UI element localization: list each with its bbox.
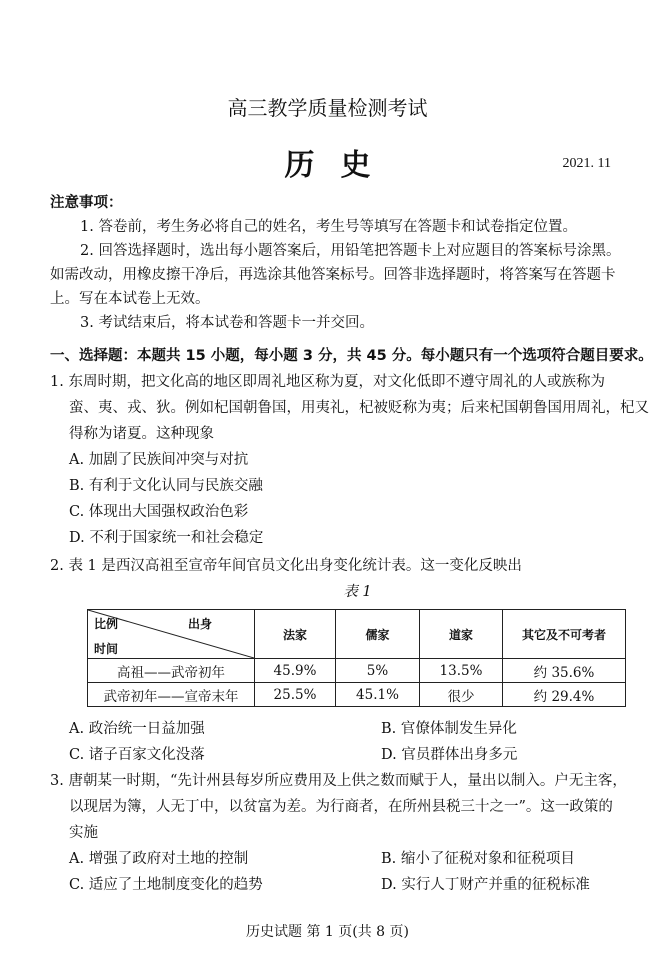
table-header-row bbox=[88, 610, 626, 659]
question-3-line: 实施 bbox=[69, 825, 98, 841]
corner-origin-label: 出身 bbox=[188, 617, 213, 631]
notice-heading: 注意事项： bbox=[50, 195, 123, 211]
table-row bbox=[88, 659, 626, 683]
table-cell: 武帝初年——宣帝末年 bbox=[88, 683, 255, 707]
notice-item-cont: 上。写在本试卷上无效。 bbox=[50, 291, 210, 307]
table-caption: 表 1 bbox=[343, 584, 372, 600]
column-header: 道家 bbox=[420, 610, 503, 659]
column-header: 法家 bbox=[255, 610, 336, 659]
table-cell: 约 29.4% bbox=[503, 683, 626, 707]
column-header: 其它及不可考者 bbox=[503, 610, 626, 659]
data-table bbox=[87, 609, 626, 707]
question-2-option-b: B. 官僚体制发生异化 bbox=[381, 721, 517, 737]
notice-item: 3. 考试结束后，将本试卷和答题卡一并交回。 bbox=[80, 315, 374, 331]
table-cell: 很少 bbox=[420, 683, 503, 707]
question-2-option-d: D. 官员群体出身多元 bbox=[381, 747, 518, 763]
notice-item: 2. 回答选择题时，选出每小题答案后，用铅笔把答题卡上对应题目的答案标号涂黑。 bbox=[80, 243, 621, 259]
table-cell: 45.9% bbox=[255, 659, 336, 683]
question-2-option-a: A. 政治统一日益加强 bbox=[69, 721, 205, 737]
corner-time-label: 时间 bbox=[94, 642, 119, 656]
exam-title: 高三教学质量检测考试 bbox=[227, 96, 428, 120]
question-2-option-c: C. 诸子百家文化没落 bbox=[69, 747, 205, 763]
question-3-option-b: B. 缩小了征税对象和征税项目 bbox=[381, 851, 575, 867]
table-row bbox=[88, 683, 626, 707]
subject-title: 历史 bbox=[284, 148, 397, 183]
table-cell: 45.1% bbox=[336, 683, 420, 707]
corner-ratio-label: 比例 bbox=[94, 617, 119, 631]
table-cell: 13.5% bbox=[420, 659, 503, 683]
question-3-option-d: D. 实行人丁财产并重的征税标准 bbox=[381, 877, 590, 893]
question-1-line: 得称为诸夏。这种现象 bbox=[69, 426, 214, 442]
table-cell: 约 35.6% bbox=[503, 659, 626, 683]
table-corner-cell bbox=[88, 610, 255, 659]
question-3-option-a: A. 增强了政府对土地的控制 bbox=[69, 851, 249, 867]
question-2-stem: 2. 表 1 是西汉高祖至宣帝年间官员文化出身变化统计表。这一变化反映出 bbox=[50, 558, 522, 574]
column-header: 儒家 bbox=[336, 610, 420, 659]
exam-date: 2021. 11 bbox=[562, 156, 611, 171]
question-1-option-d: D. 不利于国家统一和社会稳定 bbox=[69, 530, 264, 546]
question-1-option-b: B. 有利于文化认同与民族交融 bbox=[69, 478, 263, 494]
question-1-line: 蛮、夷、戎、狄。例如杞国朝鲁国，用夷礼，杞被贬称为夷；后来杞国朝鲁国用周礼，杞又 bbox=[69, 400, 649, 416]
notice-item-cont: 如需改动，用橡皮擦干净后，再选涂其他答案标号。回答非选择题时，将答案写在答题卡 bbox=[50, 267, 616, 283]
table-cell: 高祖——武帝初年 bbox=[88, 659, 255, 683]
question-3-option-c: C. 适应了土地制度变化的趋势 bbox=[69, 877, 263, 893]
question-1-line: 1. 东周时期，把文化高的地区即周礼地区称为夏，对文化低即不遵守周礼的人或族称为 bbox=[50, 374, 605, 390]
table-cell: 25.5% bbox=[255, 683, 336, 707]
question-1-option-a: A. 加剧了民族间冲突与对抗 bbox=[69, 452, 249, 468]
table-cell: 5% bbox=[336, 659, 420, 683]
page-footer: 历史试题 第 1 页(共 8 页) bbox=[246, 924, 409, 940]
notice-item: 1. 答卷前，考生务必将自己的姓名，考生号等填写在答题卡和试卷指定位置。 bbox=[80, 219, 577, 235]
question-3-line: 3. 唐朝某一时期，“先计州县每岁所应费用及上供之数而赋于人，量出以制入。户无主客， bbox=[50, 773, 627, 789]
question-3-line: 以现居为簿，人无丁中，以贫富为差。为行商者，在所州县税三十之一”。这一政策的 bbox=[69, 799, 613, 815]
section-heading: 一、选择题：本题共 15 小题，每小题 3 分，共 45 分。每小题只有一个选项符合题目要求。 bbox=[50, 348, 653, 364]
question-1-option-c: C. 体现出大国强权政治色彩 bbox=[69, 504, 249, 520]
